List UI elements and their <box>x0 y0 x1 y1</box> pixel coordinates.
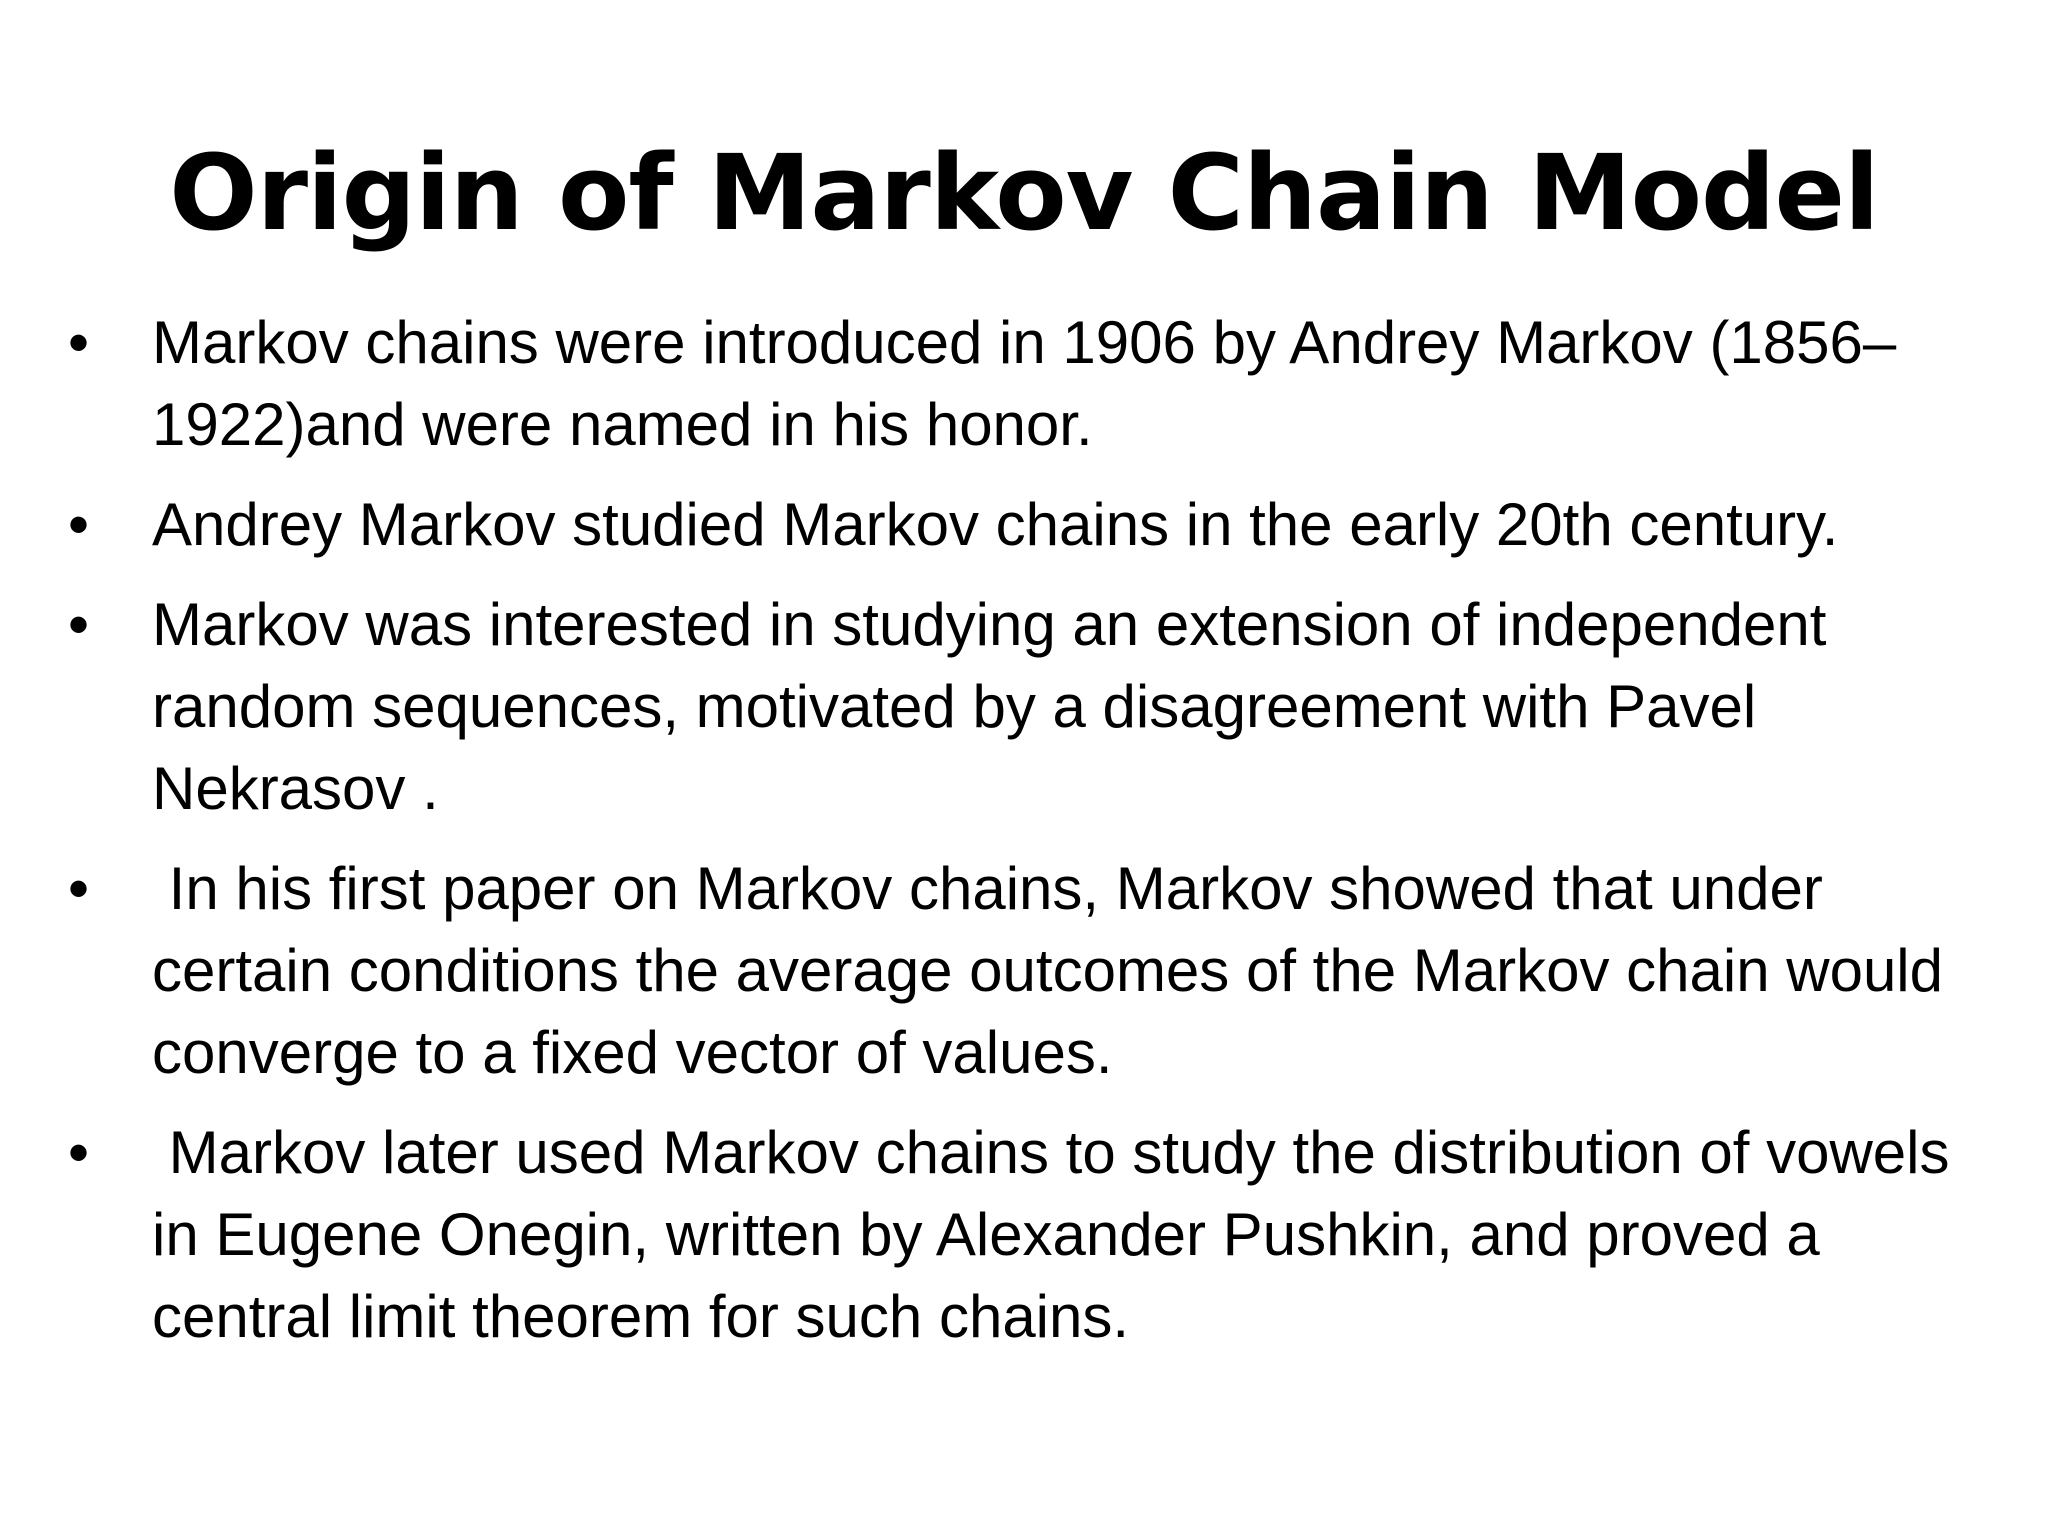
bullet-list <box>68 302 2008 1376</box>
bullet-text: Andrey Markov studied Markov chains in the early 20th century. <box>152 491 1839 558</box>
bullet-item <box>68 1112 2008 1358</box>
bullet-item <box>68 848 2008 1094</box>
bullet-dot-icon: • <box>68 591 90 658</box>
bullet-dot-icon: • <box>68 491 90 558</box>
bullet-item <box>68 584 2008 830</box>
bullet-text: Markov chains were introduced in 1906 by Andrey Markov (1856–1922)and were named in his honor. <box>152 309 1897 458</box>
bullet-dot-icon: • <box>68 309 90 376</box>
bullet-dot-icon: • <box>68 855 90 922</box>
bullet-item <box>68 484 2008 566</box>
bullet-dot-icon: • <box>68 1119 90 1186</box>
bullet-text: In his first paper on Markov chains, Markov showed that under certain conditions the average outcomes of the Markov chain would converge to a fixed vector of values. <box>152 855 1960 1086</box>
slide-title: Origin of Markov Chain Model <box>169 132 1879 254</box>
bullet-item <box>68 302 2008 466</box>
bullet-text: Markov later used Markov chains to study the distribution of vowels in Eugene Onegin, written by Alexander Pushkin, and proved a central limit theorem for such chains. <box>152 1119 1967 1350</box>
bullet-text: Markov was interested in studying an extension of independent random sequences, motivated by a disagreement with Pavel Nekrasov . <box>152 591 1844 822</box>
